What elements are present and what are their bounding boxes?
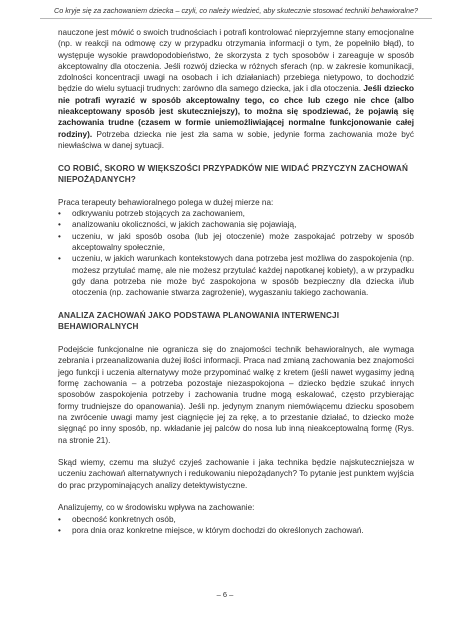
- intro-text-c: Potrzeba dziecka nie jest zła sama w sobie, jedynie forma zachowania może być niewłaściwa w danej sytuacji.: [58, 129, 414, 150]
- therapist-tasks-list: [58, 208, 414, 298]
- detective-analysis-paragraph: Skąd wiemy, czemu ma służyć czyjeś zachowanie i jaka technika będzie najskuteczniejsza w uczeniu zachowań alternatywnych i redukowaniu niepożądanych? To pytanie jest punktem wyjścia do prac przypominających analizy detektywistyczne.: [58, 458, 414, 490]
- intro-text-a: nauczone jest mówić o swoich trudnościach i potrafi kontrolować nieprzyjemne stany emocjonalne (np. w reakcji na odmowę czy w przypadku otrzymania informacji o tym, że popełniło błąd), to występuje wysokie prawdopodobieństwo, że skorzysta z tych sposobów i zareaguje w sposób akceptowalny dla otoczenia. Jeśli rozwój dziecka w różnych sferach (np. w zakresie komunikacji, zdolności koncentracji uwagi na osobach i ich działaniach) przebiega nietypowo, to dochodzić będzie do wielu sytuacji trudnych: zarówno dla samego dziecka, jak i dla otoczenia.: [58, 28, 414, 94]
- list-item: • uczeniu, w jaki sposób osoba (lub jej otoczenie) może zaspokajać potrzeby w sposób akceptowalny społecznie,: [58, 231, 414, 254]
- page-number: – 6 –: [216, 590, 234, 599]
- list-item: • pora dnia oraz konkretne miejsce, w którym dochodzi do określonych zachowań.: [58, 525, 414, 536]
- environment-factors-list: [58, 514, 414, 537]
- intro-bold-text: Jeśli dziecko nie potrafi wyrazić w sposób akceptowalny tego, co chce lub czego nie chce (albo nieakceptowany sposób jest skuteczniejszy), to można się spodziewać, że pojawią się zachowania trudne (czasem w formie uniemożliwiającej normalne funkcjonowanie całej rodziny).: [58, 84, 414, 139]
- section1-intro: Praca terapeuty behawioralnego polega w dużej mierze na:: [58, 197, 274, 207]
- intro-paragraph: [58, 27, 414, 151]
- section-heading-what-to-do: CO ROBIĆ, SKORO W WIĘKSZOŚCI PRZYPADKÓW NIE WIDAĆ PRZYCZYN ZACHOWAŃ NIEPOŻĄDANYCH?: [58, 163, 408, 185]
- page-content: [58, 27, 414, 536]
- list-item: • obecność konkretnych osób,: [58, 514, 414, 525]
- running-header: Co kryje się za zachowaniem dziecka – czyli, co należy wiedzieć, aby skutecznie stosować techniki behawioralne?: [40, 6, 432, 19]
- environment-analysis-intro: Analizujemy, co w środowisku wpływa na zachowanie:: [58, 503, 255, 513]
- list-item: • odkrywaniu potrzeb stojących za zachowaniem,: [58, 208, 414, 219]
- functional-approach-paragraph: Podejście funkcjonalne nie ogranicza się do znajomości technik behawioralnych, ale wymaga zebrania i przeanalizowania dużej ilości informacji. Praca nad zmianą zachowania bez znajomości jego funkcji i uczenia alternatywy może przypominać walkę z kretem (jeśli nawet wygasimy jedną formę zachowania – a potrzeba pozostaje niezaspokojona – dziecko będzie szukać innych sposobów zaspokojenia potrzeby i zachowania trudne mogą eskalować, często przybierając formy trudniejsze do opanowania). Jeśli np. jedynym znanym niemówiącemu dziecku sposobem na zwrócenie uwagi mamy jest ciągnięcie jej za rękę, a to przestanie działać, to dziecko może sięgnąć po inny sposób, np. wkładanie jej palców do nosa lub inną nieakceptowalną formę (Rys. na stronie 21).: [58, 345, 414, 445]
- list-item: • analizowaniu okoliczności, w jakich zachowania się pojawiają,: [58, 219, 414, 230]
- list-item: • uczeniu, w jakich warunkach kontekstowych dana potrzeba jest możliwa do zaspokojenia (np. możesz przytulać mamę, ale nie możesz przytulać każdej napotkanej kobiety), a w przypadku gdy dana potrzeba nie może być zaspokojona w sposób bezpieczny dla dziecka i/lub otoczenia (np. zachowanie stwarza zagrożenie), wygaszaniu takiego zachowania.: [58, 253, 414, 298]
- section-heading-behavior-analysis: ANALIZA ZACHOWAŃ JAKO PODSTAWA PLANOWANIA INTERWENCJI BEHAWIORALNYCH: [58, 311, 340, 332]
